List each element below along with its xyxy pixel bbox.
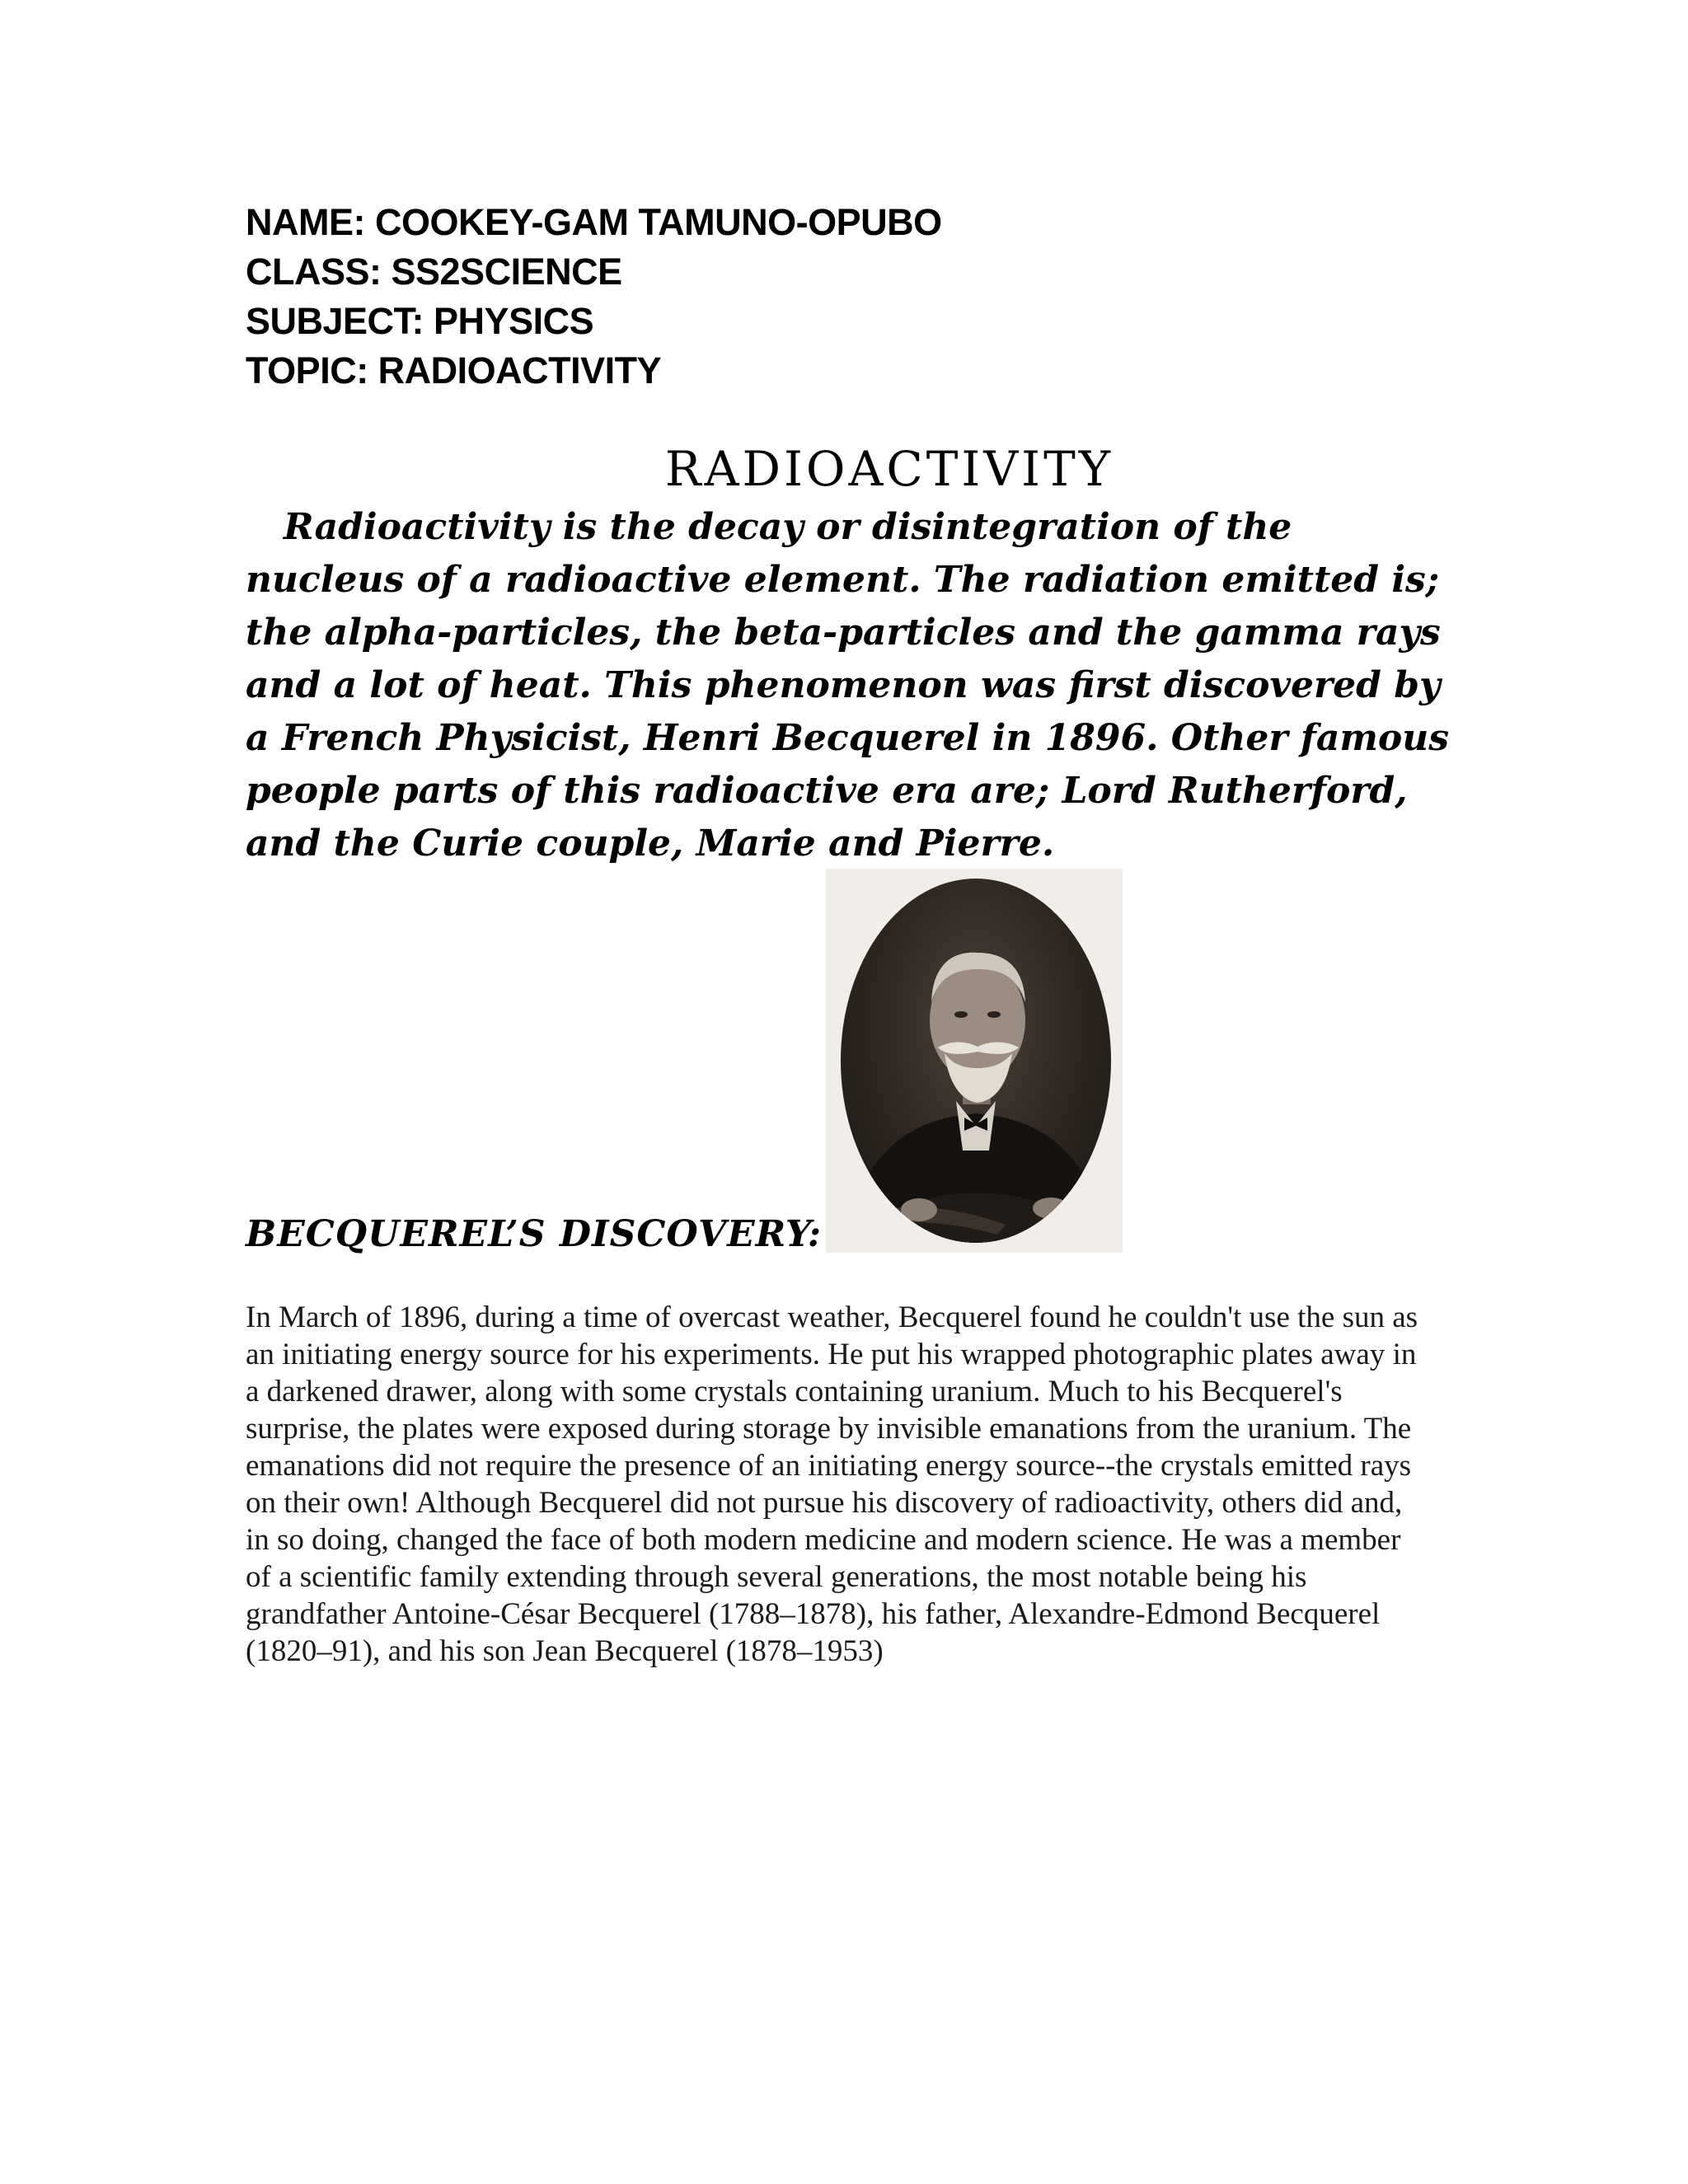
portrait-oval-photo	[841, 879, 1111, 1243]
student-info-header	[246, 198, 1482, 396]
becquerel-discovery-heading: BECQUEREL’S DISCOVERY:	[246, 1213, 823, 1255]
document-title: RADIOACTIVITY	[664, 441, 1114, 497]
becquerel-discovery-body: In March of 1896, during a time of overcast weather, Becquerel found he couldn't use the sun as an initiating energy source for his experiments. He put his wrapped photographic plates away in a darkened drawer, along with some crystals containing uranium. Much to his Becquerel's surprise, the plates were exposed during storage by invisible emanations from the uranium. The emanations did not require the presence of an initiating energy source--the crystals emitted rays on their own! Although Becquerel did not pursue his discovery of radioactivity, others did and, in so doing, changed the face of both modern medicine and modern science. He was a member of a scientific family extending through several generations, the most notable being his grandfather Antoine-César Becquerel (1788–1878), his father, Alexandre-Edmond Becquerel (1820–91), and his son Jean Becquerel (1878–1953)	[246, 1301, 1418, 1668]
topic-line: TOPIC: RADIOACTIVITY	[246, 349, 662, 391]
subject-line: SUBJECT: PHYSICS	[246, 300, 594, 342]
portrait-figure-graphic	[841, 879, 1111, 1243]
class-line: CLASS: SS2SCIENCE	[246, 251, 622, 293]
student-name-line: NAME: COOKEY-GAM TAMUNO-OPUBO	[246, 201, 942, 243]
intro-paragraph: Radioactivity is the decay or disintegration of the nucleus of a radioactive element. The radiation emitted is; the alpha-particles, the beta-particles and the gamma rays and a lot of heat. This phenomenon was first discovered by a French Physicist, Henri Becquerel in 1896. Other famous people parts of this radioactive era are; Lord Rutherford, and the Curie couple, Marie and Pierre.	[246, 506, 1449, 865]
becquerel-portrait	[826, 869, 1123, 1253]
